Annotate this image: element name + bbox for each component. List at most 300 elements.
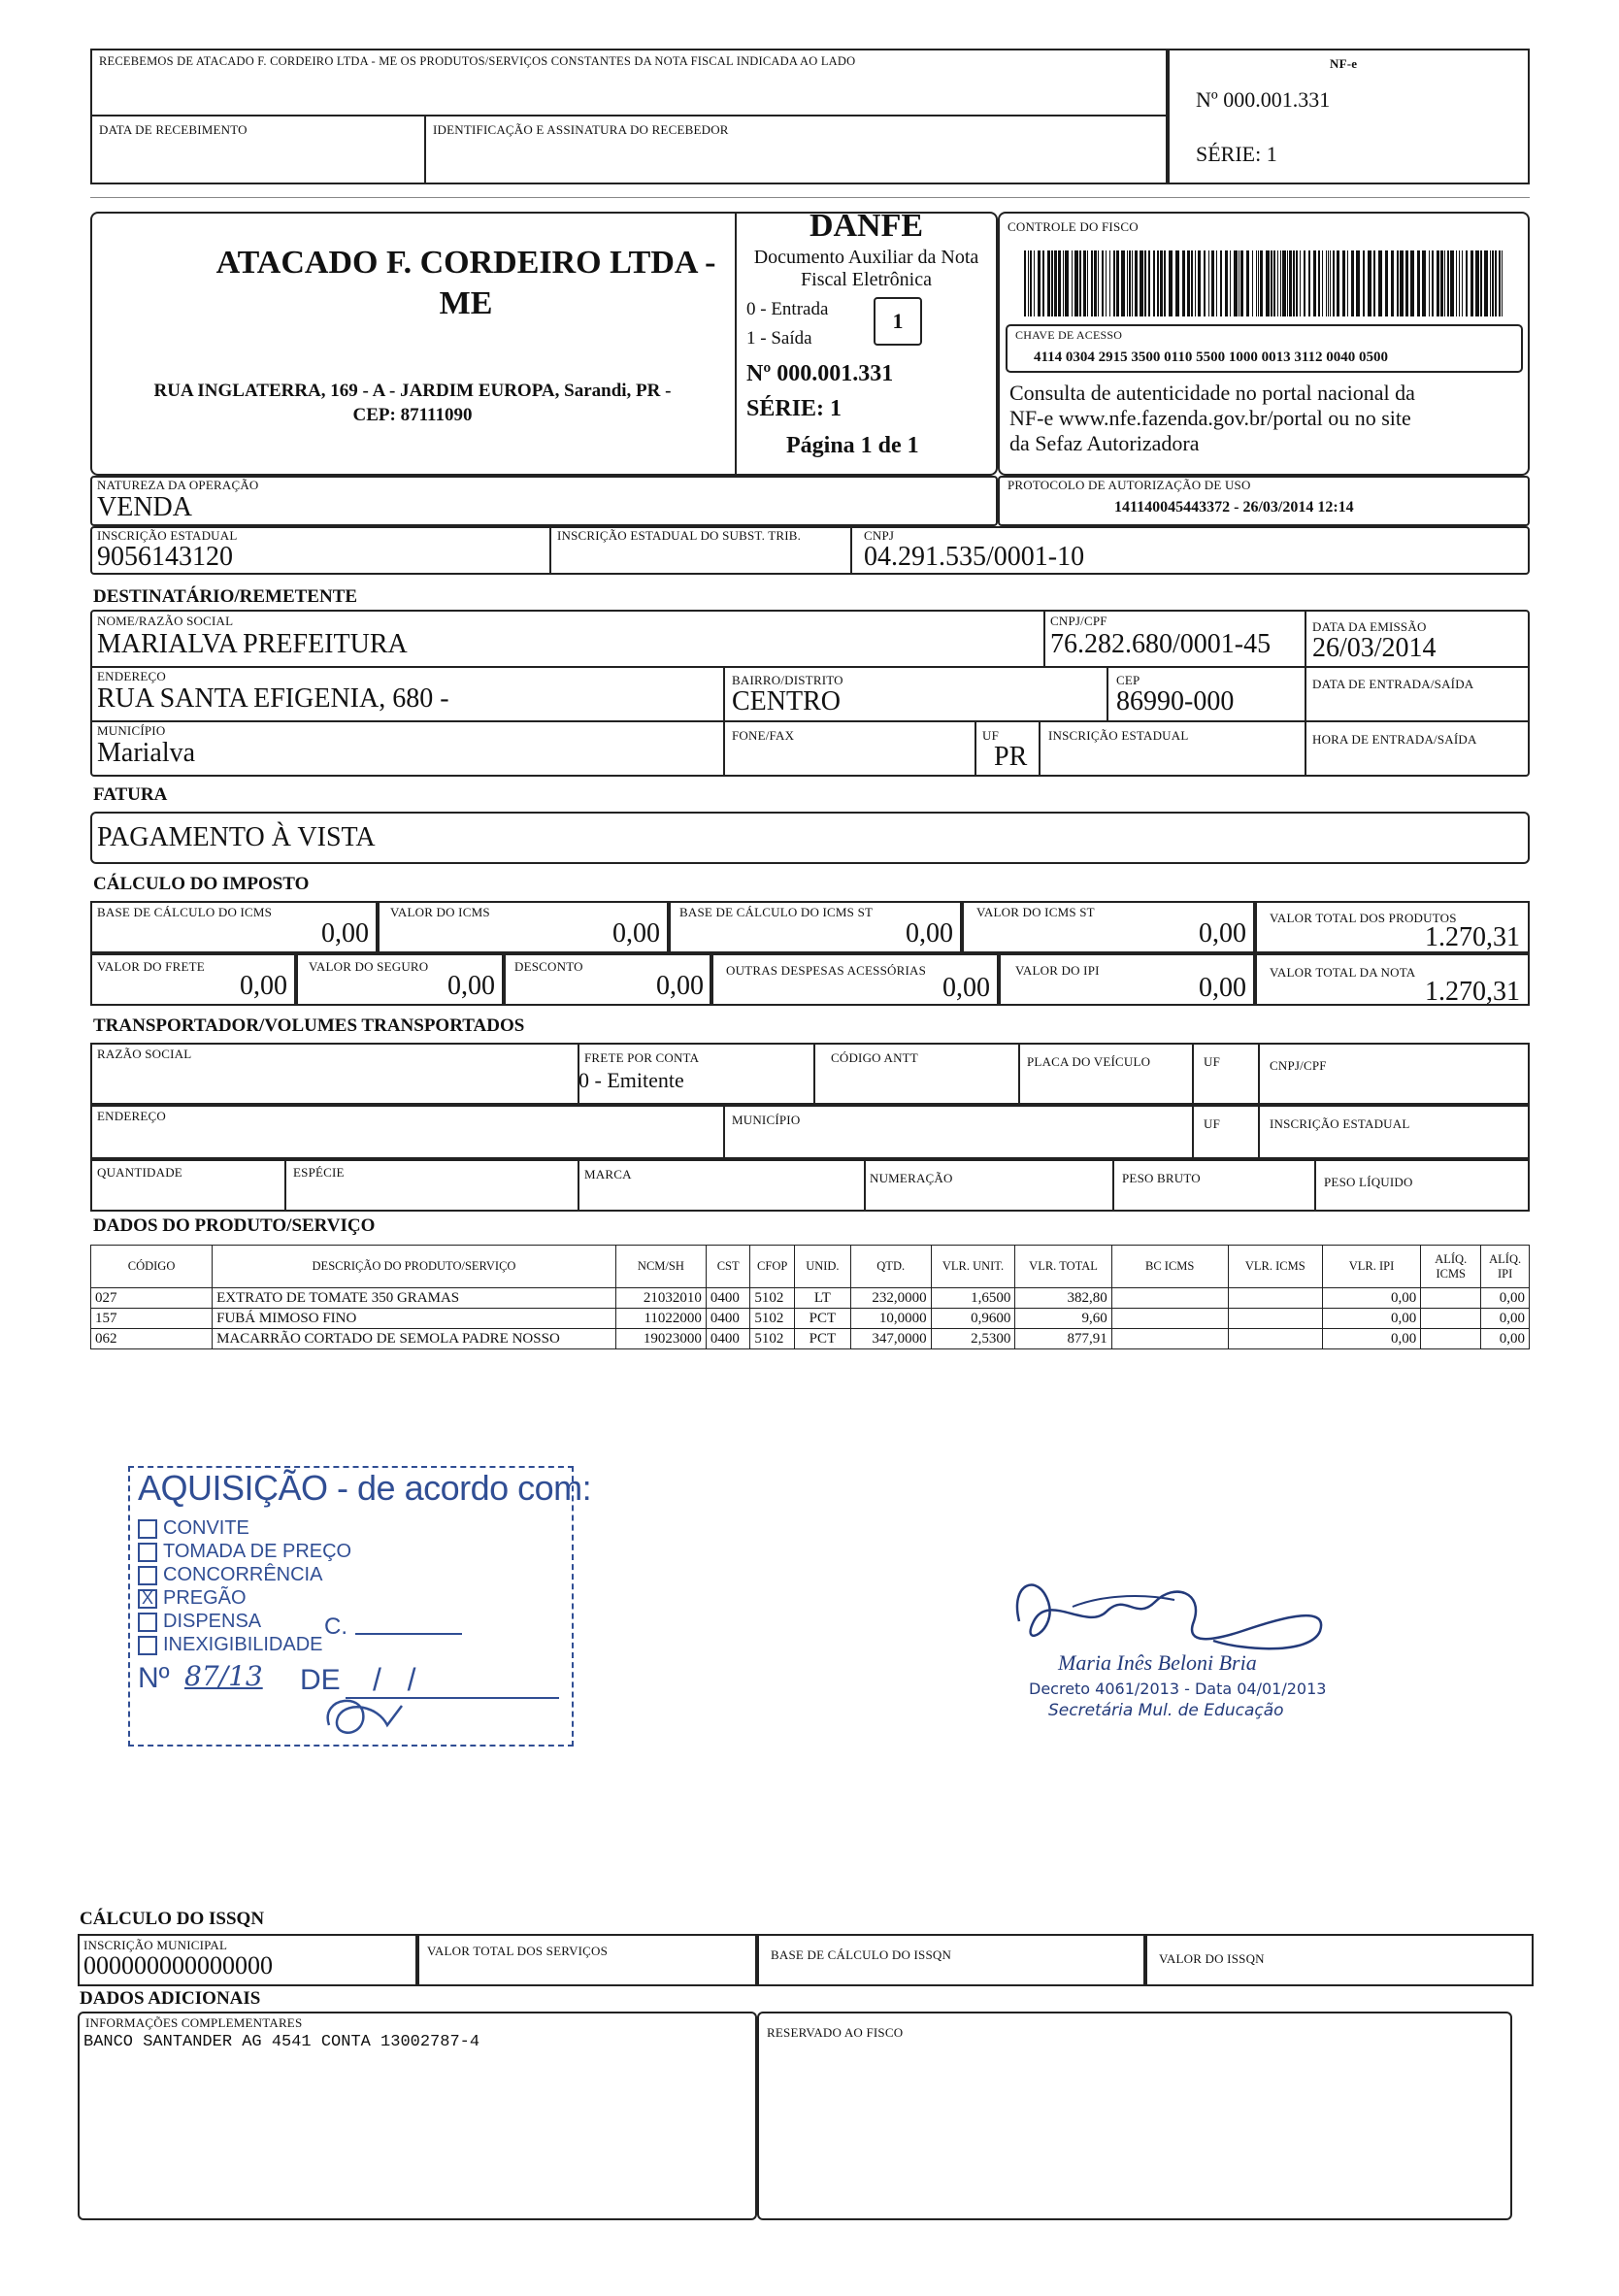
stamp-title: AQUISIÇÃO - de acordo com: bbox=[138, 1468, 592, 1508]
barcode-bar bbox=[1397, 250, 1399, 316]
checkbox-icon bbox=[138, 1519, 157, 1539]
table-cell bbox=[1111, 1288, 1228, 1309]
barcode-bar bbox=[1437, 250, 1439, 316]
barcode-bar bbox=[1252, 250, 1253, 316]
canhoto-divider bbox=[90, 115, 1168, 116]
table-cell: 5102 bbox=[750, 1288, 795, 1309]
tr-qtd-label: QUANTIDADE bbox=[97, 1165, 182, 1180]
tr1-v2 bbox=[813, 1043, 815, 1107]
barcode-bar bbox=[1368, 250, 1371, 316]
ie-box bbox=[90, 526, 1530, 575]
table-cell: 0,00 bbox=[1481, 1288, 1530, 1309]
barcode-bar bbox=[1293, 250, 1295, 316]
barcode-bar bbox=[1208, 250, 1209, 316]
issqn-servicos-label: VALOR TOTAL DOS SERVIÇOS bbox=[427, 1944, 609, 1958]
tr2-v2 bbox=[1192, 1103, 1194, 1159]
signatory-decree: Decreto 4061/2013 - Data 04/01/2013 bbox=[1029, 1680, 1327, 1698]
table-cell: 027 bbox=[91, 1288, 213, 1309]
issqn-base-label: BASE DE CÁLCULO DO ISSQN bbox=[771, 1947, 952, 1962]
col-header: VLR. ICMS bbox=[1228, 1246, 1322, 1288]
data-recebimento-label: DATA DE RECEBIMENTO bbox=[99, 122, 248, 137]
table-cell: 0400 bbox=[706, 1309, 750, 1329]
barcode-bar bbox=[1459, 250, 1460, 316]
dest-h2 bbox=[90, 720, 1530, 722]
barcode-bar bbox=[1063, 250, 1064, 316]
barcode-bar bbox=[1042, 250, 1044, 316]
barcode-bar bbox=[1034, 250, 1035, 316]
dest-uf: PR bbox=[994, 742, 1028, 772]
canhoto-numero: Nº 000.001.331 bbox=[1196, 87, 1331, 112]
canhoto-recebemos: RECEBEMOS DE ATACADO F. CORDEIRO LTDA - ME OS PRODUTOS/SERVIÇOS CONSTANTES DA NOTA FISCAL INDICADA AO LADO bbox=[99, 54, 856, 68]
barcode-bar bbox=[1273, 250, 1275, 316]
stamp-option bbox=[138, 1563, 351, 1586]
table-cell: 877,91 bbox=[1015, 1329, 1111, 1349]
tr-numeracao-label: NUMERAÇÃO bbox=[870, 1171, 953, 1185]
dest-fone-label: FONE/FAX bbox=[732, 728, 795, 743]
table-cell: MACARRÃO CORTADO DE SEMOLA PADRE NOSSO bbox=[213, 1329, 616, 1349]
table-cell: 10,0000 bbox=[850, 1309, 931, 1329]
canhoto-nfe-label: NF-e bbox=[1330, 56, 1358, 71]
imp-bc-st: 0,00 bbox=[906, 918, 953, 948]
table-cell: 0,00 bbox=[1481, 1309, 1530, 1329]
barcode-bar bbox=[1030, 250, 1032, 316]
table-cell: LT bbox=[794, 1288, 850, 1309]
tr-peso-bruto-label: PESO BRUTO bbox=[1122, 1171, 1201, 1185]
table-cell: 9,60 bbox=[1015, 1309, 1111, 1329]
barcode-bar bbox=[1333, 250, 1335, 316]
barcode-bar bbox=[1440, 250, 1443, 316]
dest-v2 bbox=[1305, 610, 1306, 777]
reservado-label: RESERVADO AO FISCO bbox=[767, 2025, 904, 2040]
imp-desconto-label: DESCONTO bbox=[514, 959, 583, 974]
barcode-bar bbox=[1300, 250, 1301, 316]
tr-razao-label: RAZÃO SOCIAL bbox=[97, 1047, 192, 1061]
barcode-bar bbox=[1351, 250, 1354, 316]
imp-desconto: 0,00 bbox=[656, 971, 704, 1001]
stamp-option-label: CONCORRÊNCIA bbox=[163, 1564, 323, 1585]
destinatario-section: DESTINATÁRIO/REMETENTE bbox=[93, 586, 358, 607]
tr1-v5 bbox=[1258, 1043, 1260, 1107]
issqn-servicos-box bbox=[417, 1934, 757, 1986]
dest-cnpj: 76.282.680/0001-45 bbox=[1050, 629, 1272, 659]
barcode-bar bbox=[1492, 250, 1494, 316]
ie-div-1 bbox=[549, 526, 551, 575]
barcode-bar bbox=[1157, 250, 1159, 316]
barcode-bar bbox=[1484, 250, 1488, 316]
stamp-numero-label: Nº bbox=[138, 1662, 170, 1694]
barcode-bar bbox=[1432, 250, 1434, 316]
imp-ipi: 0,00 bbox=[1199, 973, 1246, 1003]
table-cell bbox=[1228, 1309, 1322, 1329]
ie-div-2 bbox=[850, 526, 852, 575]
imp-icms-label: VALOR DO ICMS bbox=[390, 905, 490, 919]
barcode-bar bbox=[1470, 250, 1473, 316]
emitente-endereco-1: RUA INGLATERRA, 169 - A - JARDIM EUROPA, Sarandi, PR - bbox=[153, 381, 672, 401]
barcode-bar bbox=[1051, 250, 1053, 316]
dest-ie-label: INSCRIÇÃO ESTADUAL bbox=[1048, 728, 1189, 743]
barcode-bar bbox=[1347, 250, 1348, 316]
imp-total-prod-label: VALOR TOTAL DOS PRODUTOS bbox=[1270, 911, 1457, 925]
controle-fisco-label: CONTROLE DO FISCO bbox=[1008, 219, 1139, 234]
dest-v1 bbox=[1043, 610, 1045, 666]
emitente-nome: ATACADO F. CORDEIRO LTDA - ME bbox=[215, 245, 716, 321]
barcode-bar bbox=[1187, 250, 1190, 316]
stamp-option-label: INEXIGIBILIDADE bbox=[163, 1634, 323, 1655]
table-cell bbox=[1111, 1329, 1228, 1349]
table-cell bbox=[1421, 1288, 1481, 1309]
dest-emissao-label: DATA DA EMISSÃO bbox=[1312, 619, 1427, 634]
barcode-bar bbox=[1094, 250, 1097, 316]
fatura-texto: PAGAMENTO À VISTA bbox=[97, 822, 376, 852]
barcode-bar bbox=[1330, 250, 1331, 316]
barcode-bar bbox=[1054, 250, 1057, 316]
barcode-bar bbox=[1363, 250, 1365, 316]
stamp-options bbox=[138, 1516, 351, 1656]
table-cell: 2,5300 bbox=[931, 1329, 1015, 1349]
stamp-option-label: DISPENSA bbox=[163, 1611, 262, 1632]
dest-nome: MARIALVA PREFEITURA bbox=[97, 629, 408, 659]
stamp-option-label: TOMADA DE PREÇO bbox=[163, 1541, 352, 1562]
barcode-bar bbox=[1182, 250, 1185, 316]
barcode-bar bbox=[1444, 250, 1445, 316]
barcode-bar bbox=[1116, 250, 1119, 316]
info-text: BANCO SANTANDER AG 4541 CONTA 13002787-4 bbox=[83, 2033, 480, 2051]
canhoto-vdivider bbox=[424, 115, 426, 184]
col-header: NCM/SH bbox=[615, 1246, 706, 1288]
produtos-section: DADOS DO PRODUTO/SERVIÇO bbox=[93, 1215, 376, 1236]
col-header: BC ICMS bbox=[1111, 1246, 1228, 1288]
barcode-bar bbox=[1106, 250, 1107, 316]
tr3-v1 bbox=[284, 1159, 286, 1212]
consulta-3: da Sefaz Autorizadora bbox=[1009, 431, 1200, 455]
tr1-v3 bbox=[1018, 1043, 1020, 1107]
barcode-bar bbox=[1087, 250, 1088, 316]
barcode-bar bbox=[1342, 250, 1345, 316]
barcode-bar bbox=[1198, 250, 1201, 316]
col-header: CFOP bbox=[750, 1246, 795, 1288]
dest-nome-label: NOME/RAZÃO SOCIAL bbox=[97, 614, 234, 628]
barcode-bar bbox=[1400, 250, 1404, 316]
barcode-bar bbox=[1234, 250, 1238, 316]
imp-icms-st-label: VALOR DO ICMS ST bbox=[976, 905, 1095, 919]
barcode-bar bbox=[1072, 250, 1073, 316]
barcode-bar bbox=[1328, 250, 1329, 316]
tr2-v3 bbox=[1258, 1103, 1260, 1159]
table-cell bbox=[1228, 1329, 1322, 1349]
col-header: ALÍQ. ICMS bbox=[1421, 1246, 1481, 1288]
barcode-bar bbox=[1160, 250, 1163, 316]
imp-icms-st: 0,00 bbox=[1199, 918, 1246, 948]
stamp-option bbox=[138, 1633, 351, 1656]
barcode-bar bbox=[1271, 250, 1272, 316]
barcode-bar bbox=[1121, 250, 1125, 316]
barcode-bar bbox=[1337, 250, 1339, 316]
issqn-section: CÁLCULO DO ISSQN bbox=[80, 1909, 265, 1929]
barcode-bar bbox=[1079, 250, 1081, 316]
barcode-bar bbox=[1502, 250, 1503, 316]
barcode-bar bbox=[1074, 250, 1078, 316]
imp-seguro: 0,00 bbox=[447, 971, 495, 1001]
tr-uf-label: UF bbox=[1204, 1054, 1221, 1069]
tr-endereco-label: ENDEREÇO bbox=[97, 1109, 166, 1123]
barcode-bar bbox=[1378, 250, 1382, 316]
barcode-bar bbox=[1280, 250, 1281, 316]
natureza-label: NATUREZA DA OPERAÇÃO bbox=[97, 478, 259, 492]
barcode-bar bbox=[1169, 250, 1173, 316]
danfe-numero: Nº 000.001.331 bbox=[746, 361, 894, 386]
chave-acesso: 4114 0304 2915 3500 0110 5500 1000 0013 3112 0040 0500 bbox=[1034, 349, 1389, 365]
tr1-v4 bbox=[1192, 1043, 1194, 1107]
consulta-2: NF-e www.nfe.fazenda.gov.br/portal ou no site bbox=[1009, 406, 1411, 430]
dest-v6 bbox=[1039, 720, 1041, 777]
products-header-row bbox=[91, 1246, 1530, 1288]
tr-frete-label: FRETE POR CONTA bbox=[584, 1050, 700, 1065]
barcode-bar bbox=[1135, 250, 1138, 316]
barcode-bar bbox=[1256, 250, 1257, 316]
barcode-bar bbox=[1230, 250, 1231, 316]
info-label: INFORMAÇÕES COMPLEMENTARES bbox=[85, 2015, 303, 2030]
stamp-c-label: C. bbox=[324, 1614, 347, 1640]
natureza-value: VENDA bbox=[97, 492, 192, 522]
dest-bairro-label: BAIRRO/DISTRITO bbox=[732, 673, 843, 687]
tr-cnpj-label: CNPJ/CPF bbox=[1270, 1058, 1327, 1073]
barcode-bar bbox=[1129, 250, 1131, 316]
danfe-saida: 1 - Saída bbox=[746, 328, 812, 349]
col-header: ALÍQ. IPI bbox=[1481, 1246, 1530, 1288]
imp-bc-icms-label: BASE DE CÁLCULO DO ICMS bbox=[97, 905, 273, 919]
dest-municipio-label: MUNICÍPIO bbox=[97, 723, 166, 738]
tr3-v3 bbox=[864, 1159, 866, 1212]
table-cell: 5102 bbox=[750, 1309, 795, 1329]
barcode-bar bbox=[1098, 250, 1099, 316]
transporte-section: TRANSPORTADOR/VOLUMES TRANSPORTADOS bbox=[93, 1015, 525, 1036]
tr-especie-label: ESPÉCIE bbox=[293, 1165, 345, 1180]
barcode-bar bbox=[1322, 250, 1323, 316]
barcode-bar bbox=[1410, 250, 1414, 316]
barcode-bar bbox=[1475, 250, 1479, 316]
imp-outras: 0,00 bbox=[942, 973, 990, 1003]
barcode-bar bbox=[1148, 250, 1150, 316]
dest-endereco-label: ENDEREÇO bbox=[97, 669, 166, 683]
danfe-tipo-box: 1 bbox=[874, 297, 922, 346]
barcode-bar bbox=[1204, 250, 1206, 316]
checkbox-icon bbox=[138, 1636, 157, 1655]
stamp-option bbox=[138, 1540, 351, 1563]
barcode-bar bbox=[1058, 250, 1061, 316]
table-row bbox=[91, 1288, 1530, 1309]
imp-total-nota-label: VALOR TOTAL DA NOTA bbox=[1270, 965, 1416, 980]
table-cell: 0,00 bbox=[1322, 1309, 1420, 1329]
dest-uf-label: UF bbox=[982, 728, 1000, 743]
barcode-bar bbox=[1175, 250, 1179, 316]
stamp-option bbox=[138, 1516, 351, 1540]
imp-frete: 0,00 bbox=[240, 971, 287, 1001]
tr3-v4 bbox=[1112, 1159, 1114, 1212]
table-row bbox=[91, 1329, 1530, 1349]
ie-label: INSCRIÇÃO ESTADUAL bbox=[97, 528, 238, 543]
stamp-de-label: DE bbox=[300, 1664, 341, 1696]
stamp-initials bbox=[310, 1686, 416, 1745]
barcode-bar bbox=[1391, 250, 1394, 316]
table-cell bbox=[1228, 1288, 1322, 1309]
barcode-bar bbox=[1356, 250, 1360, 316]
barcode-bar bbox=[1499, 250, 1501, 316]
table-cell: 347,0000 bbox=[850, 1329, 931, 1349]
stamp-data: / / bbox=[373, 1662, 416, 1697]
emitente-endereco-2: CEP: 87111090 bbox=[352, 405, 473, 425]
barcode-bar bbox=[1417, 250, 1420, 316]
checkbox-icon bbox=[138, 1613, 157, 1632]
barcode-bar bbox=[1260, 250, 1263, 316]
imp-frete-label: VALOR DO FRETE bbox=[97, 959, 205, 974]
adicionais-section: DADOS ADICIONAIS bbox=[80, 1988, 261, 2009]
dest-endereco: RUA SANTA EFIGENIA, 680 - bbox=[97, 683, 449, 714]
barcode-bar bbox=[1313, 250, 1316, 316]
col-header: UNID. bbox=[794, 1246, 850, 1288]
table-cell: FUBÁ MIMOSO FINO bbox=[213, 1309, 616, 1329]
stamp-option bbox=[138, 1610, 351, 1633]
tr-antt-label: CÓDIGO ANTT bbox=[831, 1050, 918, 1065]
protocolo-label: PROTOCOLO DE AUTORIZAÇÃO DE USO bbox=[1008, 478, 1251, 492]
barcode-bar bbox=[1047, 250, 1050, 316]
dest-emissao: 26/03/2014 bbox=[1312, 633, 1437, 663]
barcode-bar bbox=[1385, 250, 1388, 316]
dest-entrada-saida-label: DATA DE ENTRADA/SAÍDA bbox=[1312, 677, 1474, 691]
table-cell bbox=[1421, 1309, 1481, 1329]
ie-value: 9056143120 bbox=[97, 542, 233, 572]
dest-municipio: Marialva bbox=[97, 738, 196, 768]
barcode-bar bbox=[1091, 250, 1093, 316]
barcode-bar bbox=[1225, 250, 1228, 316]
checkbox-icon bbox=[138, 1566, 157, 1585]
barcode-bar bbox=[1405, 250, 1408, 316]
dest-hora-label: HORA DE ENTRADA/SAÍDA bbox=[1312, 732, 1477, 747]
table-cell: 0400 bbox=[706, 1288, 750, 1309]
canhoto-box bbox=[90, 49, 1168, 184]
table-cell: 5102 bbox=[750, 1329, 795, 1349]
col-header: VLR. UNIT. bbox=[931, 1246, 1015, 1288]
signatory-name: Maria Inês Beloni Bria bbox=[1058, 1650, 1257, 1675]
table-cell: 11022000 bbox=[615, 1309, 706, 1329]
fatura-section: FATURA bbox=[93, 784, 168, 805]
barcode-bar bbox=[1429, 250, 1430, 316]
checkbox-icon: X bbox=[138, 1589, 157, 1609]
barcode-bar bbox=[1373, 250, 1375, 316]
tr3-v2 bbox=[578, 1159, 579, 1212]
barcode-bar bbox=[1450, 250, 1454, 316]
barcode-bar bbox=[1191, 250, 1193, 316]
tr2-v1 bbox=[723, 1103, 725, 1159]
barcode-bar bbox=[1258, 250, 1259, 316]
barcode-bar bbox=[1153, 250, 1155, 316]
barcode-bar bbox=[1282, 250, 1286, 316]
table-cell: 0400 bbox=[706, 1329, 750, 1349]
barcode-bar bbox=[1289, 250, 1292, 316]
table-row bbox=[91, 1309, 1530, 1329]
protocolo-value: 141140045443372 - 26/03/2014 12:14 bbox=[1114, 499, 1354, 516]
barcode bbox=[1024, 250, 1509, 316]
table-cell: PCT bbox=[794, 1309, 850, 1329]
table-cell: 0,9600 bbox=[931, 1309, 1015, 1329]
table-cell: EXTRATO DE TOMATE 350 GRAMAS bbox=[213, 1288, 616, 1309]
cut-line bbox=[90, 197, 1530, 198]
barcode-bar bbox=[1144, 250, 1146, 316]
signatory-role: Secretária Mul. de Educação bbox=[1048, 1701, 1284, 1720]
checkbox-icon bbox=[138, 1543, 157, 1562]
tr-municipio-label: MUNICÍPIO bbox=[732, 1113, 801, 1127]
acquisition-stamp bbox=[128, 1466, 592, 1747]
danfe-sub2: Fiscal Eletrônica bbox=[801, 269, 932, 290]
barcode-bar bbox=[1102, 250, 1104, 316]
table-cell: PCT bbox=[794, 1329, 850, 1349]
table-cell: 157 bbox=[91, 1309, 213, 1329]
tr-placa-label: PLACA DO VEÍCULO bbox=[1027, 1054, 1151, 1069]
table-cell: 1,6500 bbox=[931, 1288, 1015, 1309]
transporte-row1 bbox=[90, 1043, 1530, 1107]
danfe-pagina: Página 1 de 1 bbox=[786, 433, 919, 458]
cnpj-emitente-value: 04.291.535/0001-10 bbox=[864, 542, 1085, 572]
barcode-bar bbox=[1304, 250, 1305, 316]
tr-peso-liq-label: PESO LÍQUIDO bbox=[1324, 1175, 1413, 1189]
barcode-bar bbox=[1024, 250, 1026, 316]
barcode-bar bbox=[1065, 250, 1069, 316]
identificacao-label: IDENTIFICAÇÃO E ASSINATURA DO RECEBEDOR bbox=[433, 122, 729, 137]
dest-v4 bbox=[1107, 666, 1108, 720]
barcode-bar bbox=[1266, 250, 1270, 316]
issqn-im-label: INSCRIÇÃO MUNICIPAL bbox=[83, 1938, 228, 1952]
barcode-bar bbox=[1296, 250, 1298, 316]
barcode-bar bbox=[1422, 250, 1426, 316]
table-cell bbox=[1111, 1309, 1228, 1329]
dest-h1 bbox=[90, 666, 1530, 668]
dest-cnpj-label: CNPJ/CPF bbox=[1050, 614, 1107, 628]
cnpj-emitente-label: CNPJ bbox=[864, 528, 895, 543]
barcode-bar bbox=[1447, 250, 1449, 316]
table-cell: 19023000 bbox=[615, 1329, 706, 1349]
stamp-option-label: CONVITE bbox=[163, 1517, 249, 1539]
dest-v5 bbox=[975, 720, 976, 777]
barcode-bar bbox=[1490, 250, 1491, 316]
table-cell: 382,80 bbox=[1015, 1288, 1111, 1309]
stamp-option-label: PREGÃO bbox=[163, 1587, 247, 1609]
barcode-bar bbox=[1211, 250, 1214, 316]
barcode-bar bbox=[1480, 250, 1482, 316]
table-cell: 0,00 bbox=[1322, 1288, 1420, 1309]
dest-cep: 86990-000 bbox=[1116, 686, 1235, 716]
barcode-bar bbox=[1140, 250, 1143, 316]
stamp-c-line bbox=[355, 1633, 462, 1635]
table-cell: 0,00 bbox=[1481, 1329, 1530, 1349]
consulta-1: Consulta de autenticidade no portal nacional da bbox=[1009, 381, 1415, 405]
barcode-bar bbox=[1240, 250, 1243, 316]
barcode-bar bbox=[1109, 250, 1110, 316]
table-cell: 21032010 bbox=[615, 1288, 706, 1309]
barcode-bar bbox=[1164, 250, 1166, 316]
barcode-bar bbox=[1466, 250, 1468, 316]
barcode-bar bbox=[1308, 250, 1310, 316]
barcode-bar bbox=[1113, 250, 1115, 316]
table-cell bbox=[1421, 1329, 1481, 1349]
stamp-numero: 87/13 bbox=[184, 1660, 263, 1692]
imp-outras-label: OUTRAS DESPESAS ACESSÓRIAS bbox=[726, 963, 927, 978]
barcode-bar bbox=[1220, 250, 1222, 316]
col-header: VLR. IPI bbox=[1322, 1246, 1420, 1288]
ie-st-label: INSCRIÇÃO ESTADUAL DO SUBST. TRIB. bbox=[557, 528, 802, 543]
col-header: VLR. TOTAL bbox=[1015, 1246, 1111, 1288]
imp-ipi-label: VALOR DO IPI bbox=[1015, 963, 1100, 978]
barcode-bar bbox=[1456, 250, 1457, 316]
danfe-serie: SÉRIE: 1 bbox=[746, 396, 843, 421]
